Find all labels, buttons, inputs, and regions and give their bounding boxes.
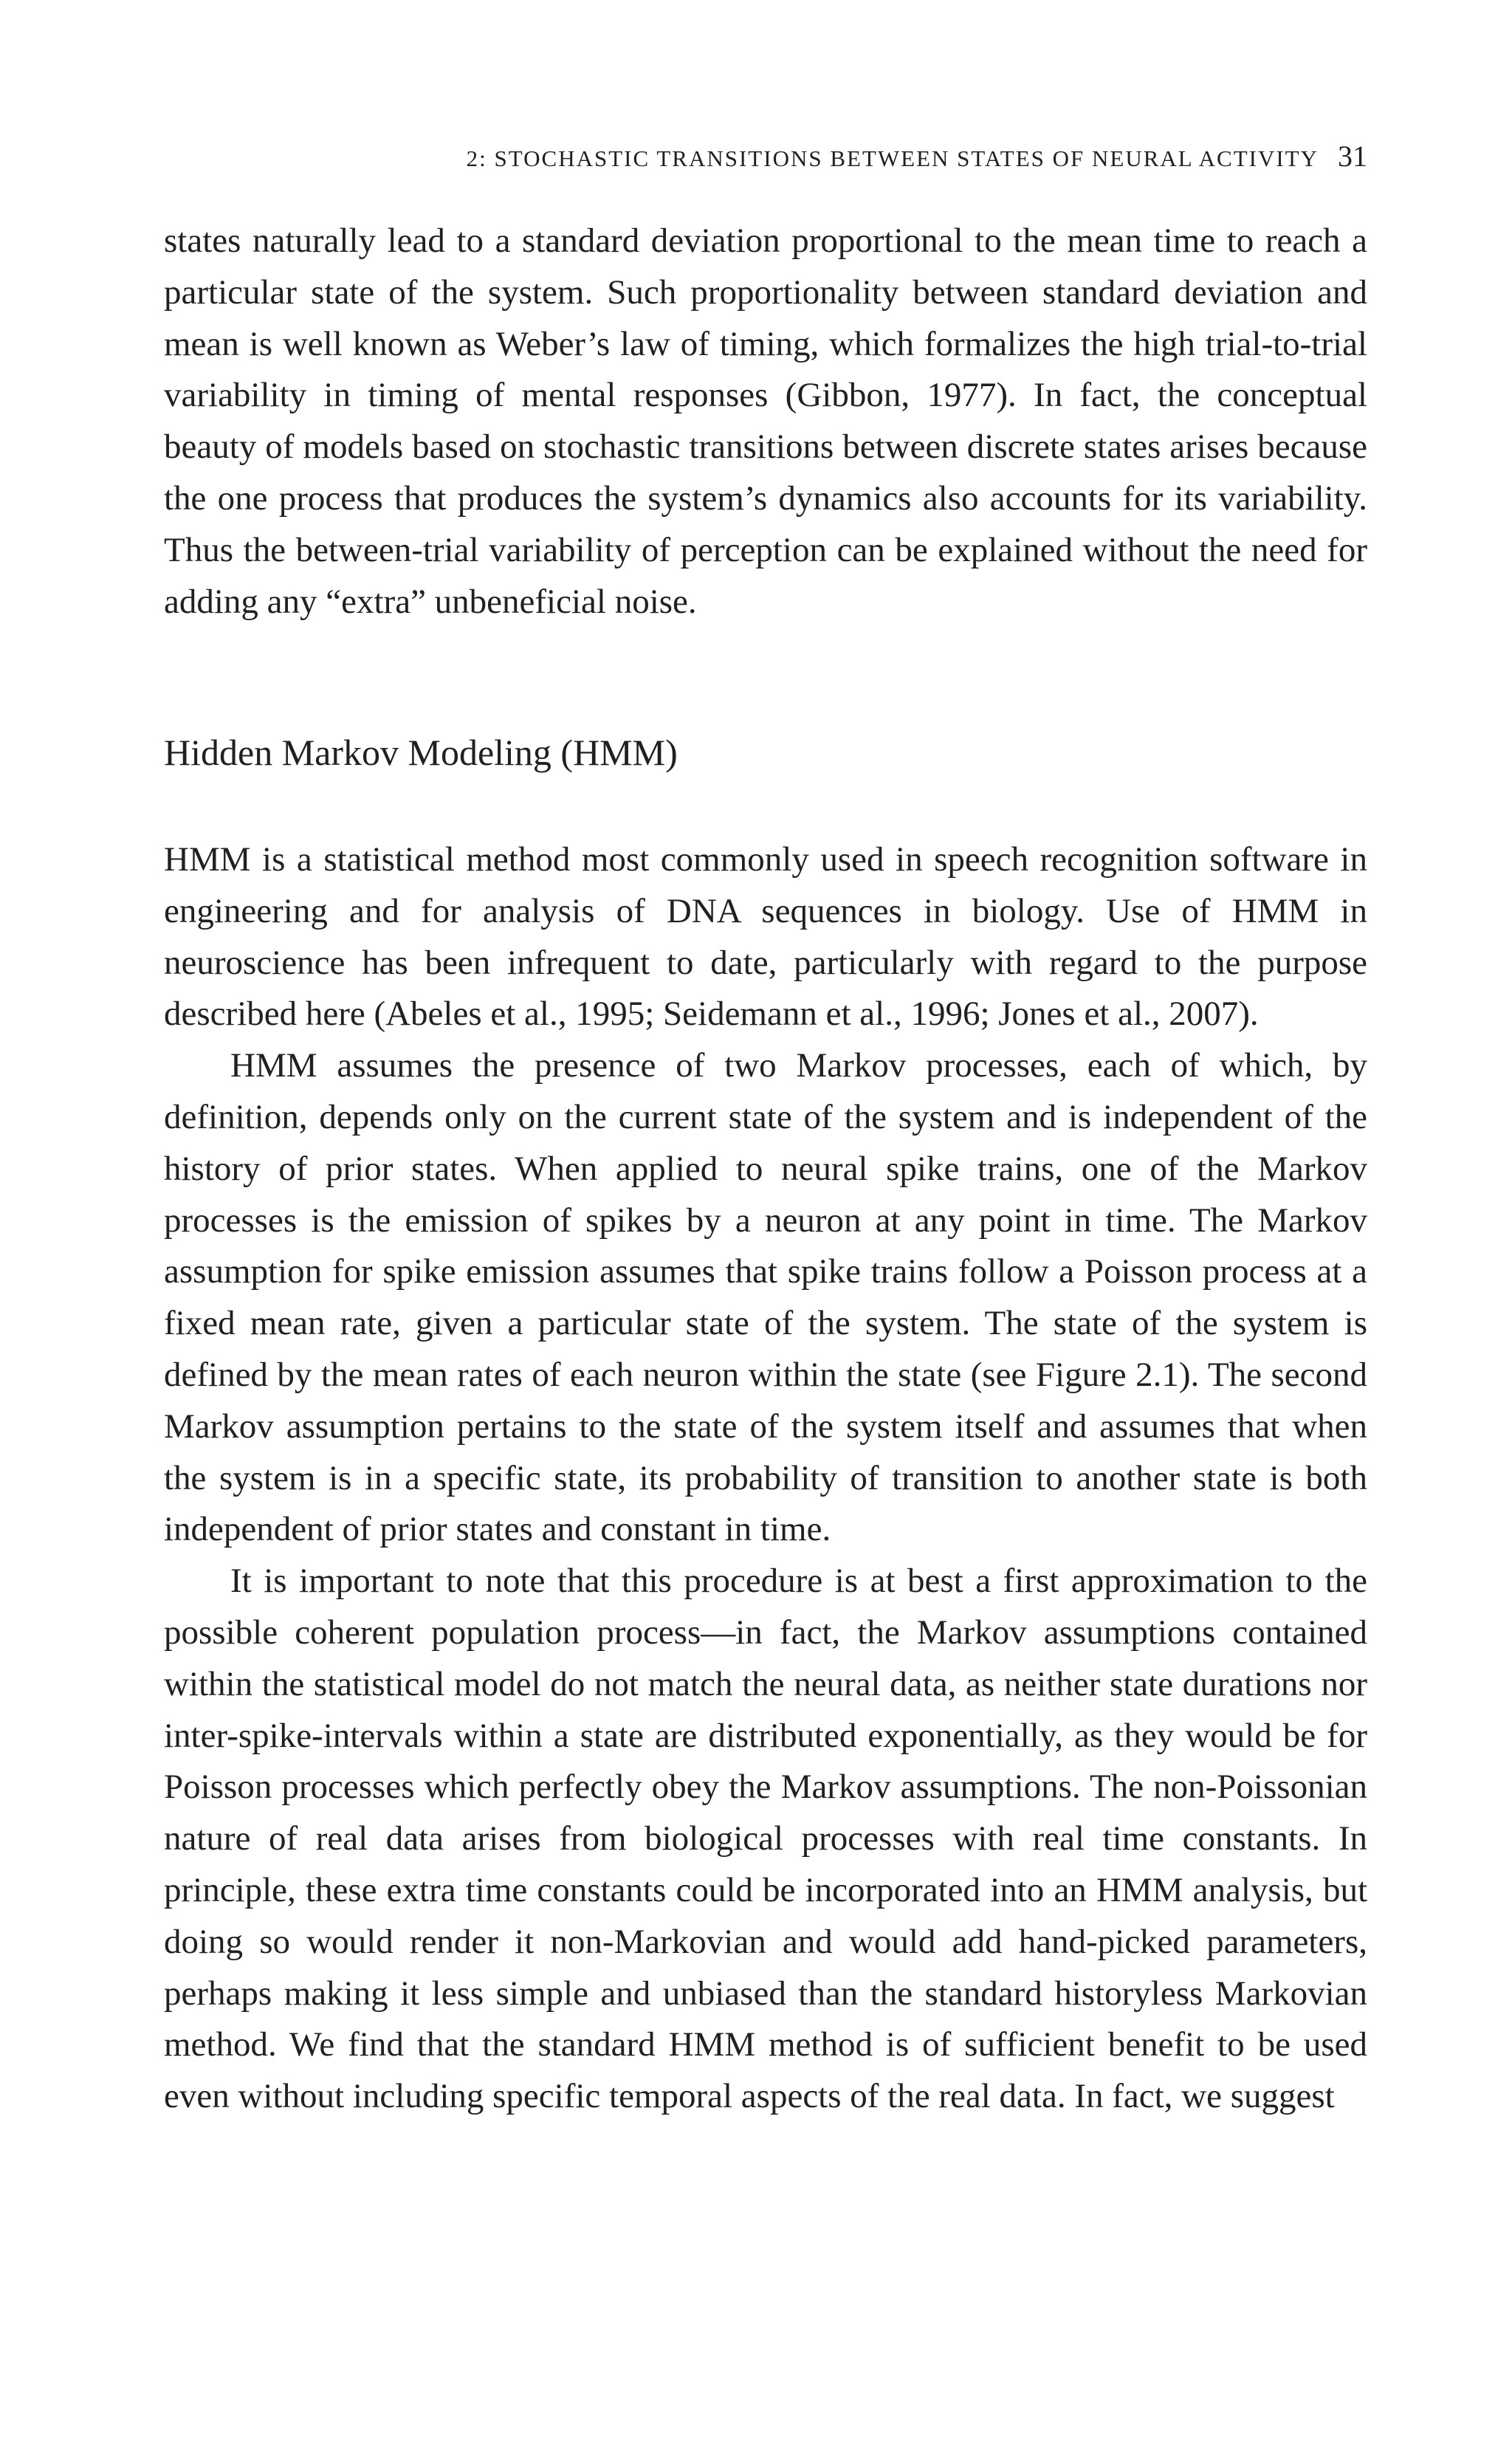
paragraph-markov-processes: HMM assumes the presence of two Markov processes, each of which, by definition, depends only on the current state of the system and is independent of the history of prior states. When applied to neural spike trains, one of the Markov processes is the emission of spikes by a neuron at any point in time. The Markov assumption for spike emission assumes that spike trains follow a Poisson process at a fixed mean rate, given a particular state of the system. The state of the system is defined by the mean rates of each neuron within the state (see Figure 2.1). The second Markov assumption pertains to the state of the system itself and assumes that when the system is in a specific state, its probability of transition to another state is both independent of prior states and constant in time. — [164, 1046, 1367, 1549]
running-title: 2: STOCHASTIC TRANSITIONS BETWEEN STATES OF NEURAL ACTIVITY — [466, 145, 1319, 171]
paragraph-hmm-intro: HMM is a statistical method most commonly used in speech recognition software in engineering and for analysis of DNA sequences in biology. Use of HMM in neuroscience has been infrequent to date, particularly with regard to the purpose described here (Abeles et al., 1995; Seidemann et al., 1996; Jones et al., 2007). — [164, 840, 1367, 1034]
opening-text-block — [164, 216, 1367, 628]
section-body — [164, 834, 1367, 2123]
paragraph-approximation: It is important to note that this procedure is at best a first approximation to the possible coherent population process—in fact, the Markov assumptions contained within the statistical model do not match the neural data, as neither state durations nor inter-spike-intervals within a state are distributed exponentially, as they would be for Poisson processes which perfectly obey the Markov assumptions. The non-Poissonian nature of real data arises from biological processes with real time constants. In principle, these extra time constants could be incorporated into an HMM analysis, but doing so would render it non-Markovian and would add hand-picked parameters, perhaps making it less simple and unbiased than the standard historyless Markovian method. We find that the standard HMM method is of sufficient benefit to be used even without including specific temporal aspects of the real data. In fact, we suggest — [164, 1562, 1367, 2116]
section-heading: Hidden Markov Modeling (HMM) — [164, 732, 678, 773]
page-number: 31 — [1338, 140, 1367, 173]
paragraph-webers-law: states naturally lead to a standard deviation proportional to the mean time to reach a particular state of the system. Such proportionality between standard deviation and mean is well known as Weber’s law of timing, which formalizes the high trial-to-trial variability in timing of mental responses (Gibbon, 1977). In fact, the conceptual beauty of models based on stochastic transitions between discrete states arises because the one process that produces the system’s dynamics also accounts for its variability. Thus the between-trial variability of perception can be explained without the need for adding any “extra” unbeneficial noise. — [164, 222, 1367, 621]
running-head — [164, 139, 1367, 174]
